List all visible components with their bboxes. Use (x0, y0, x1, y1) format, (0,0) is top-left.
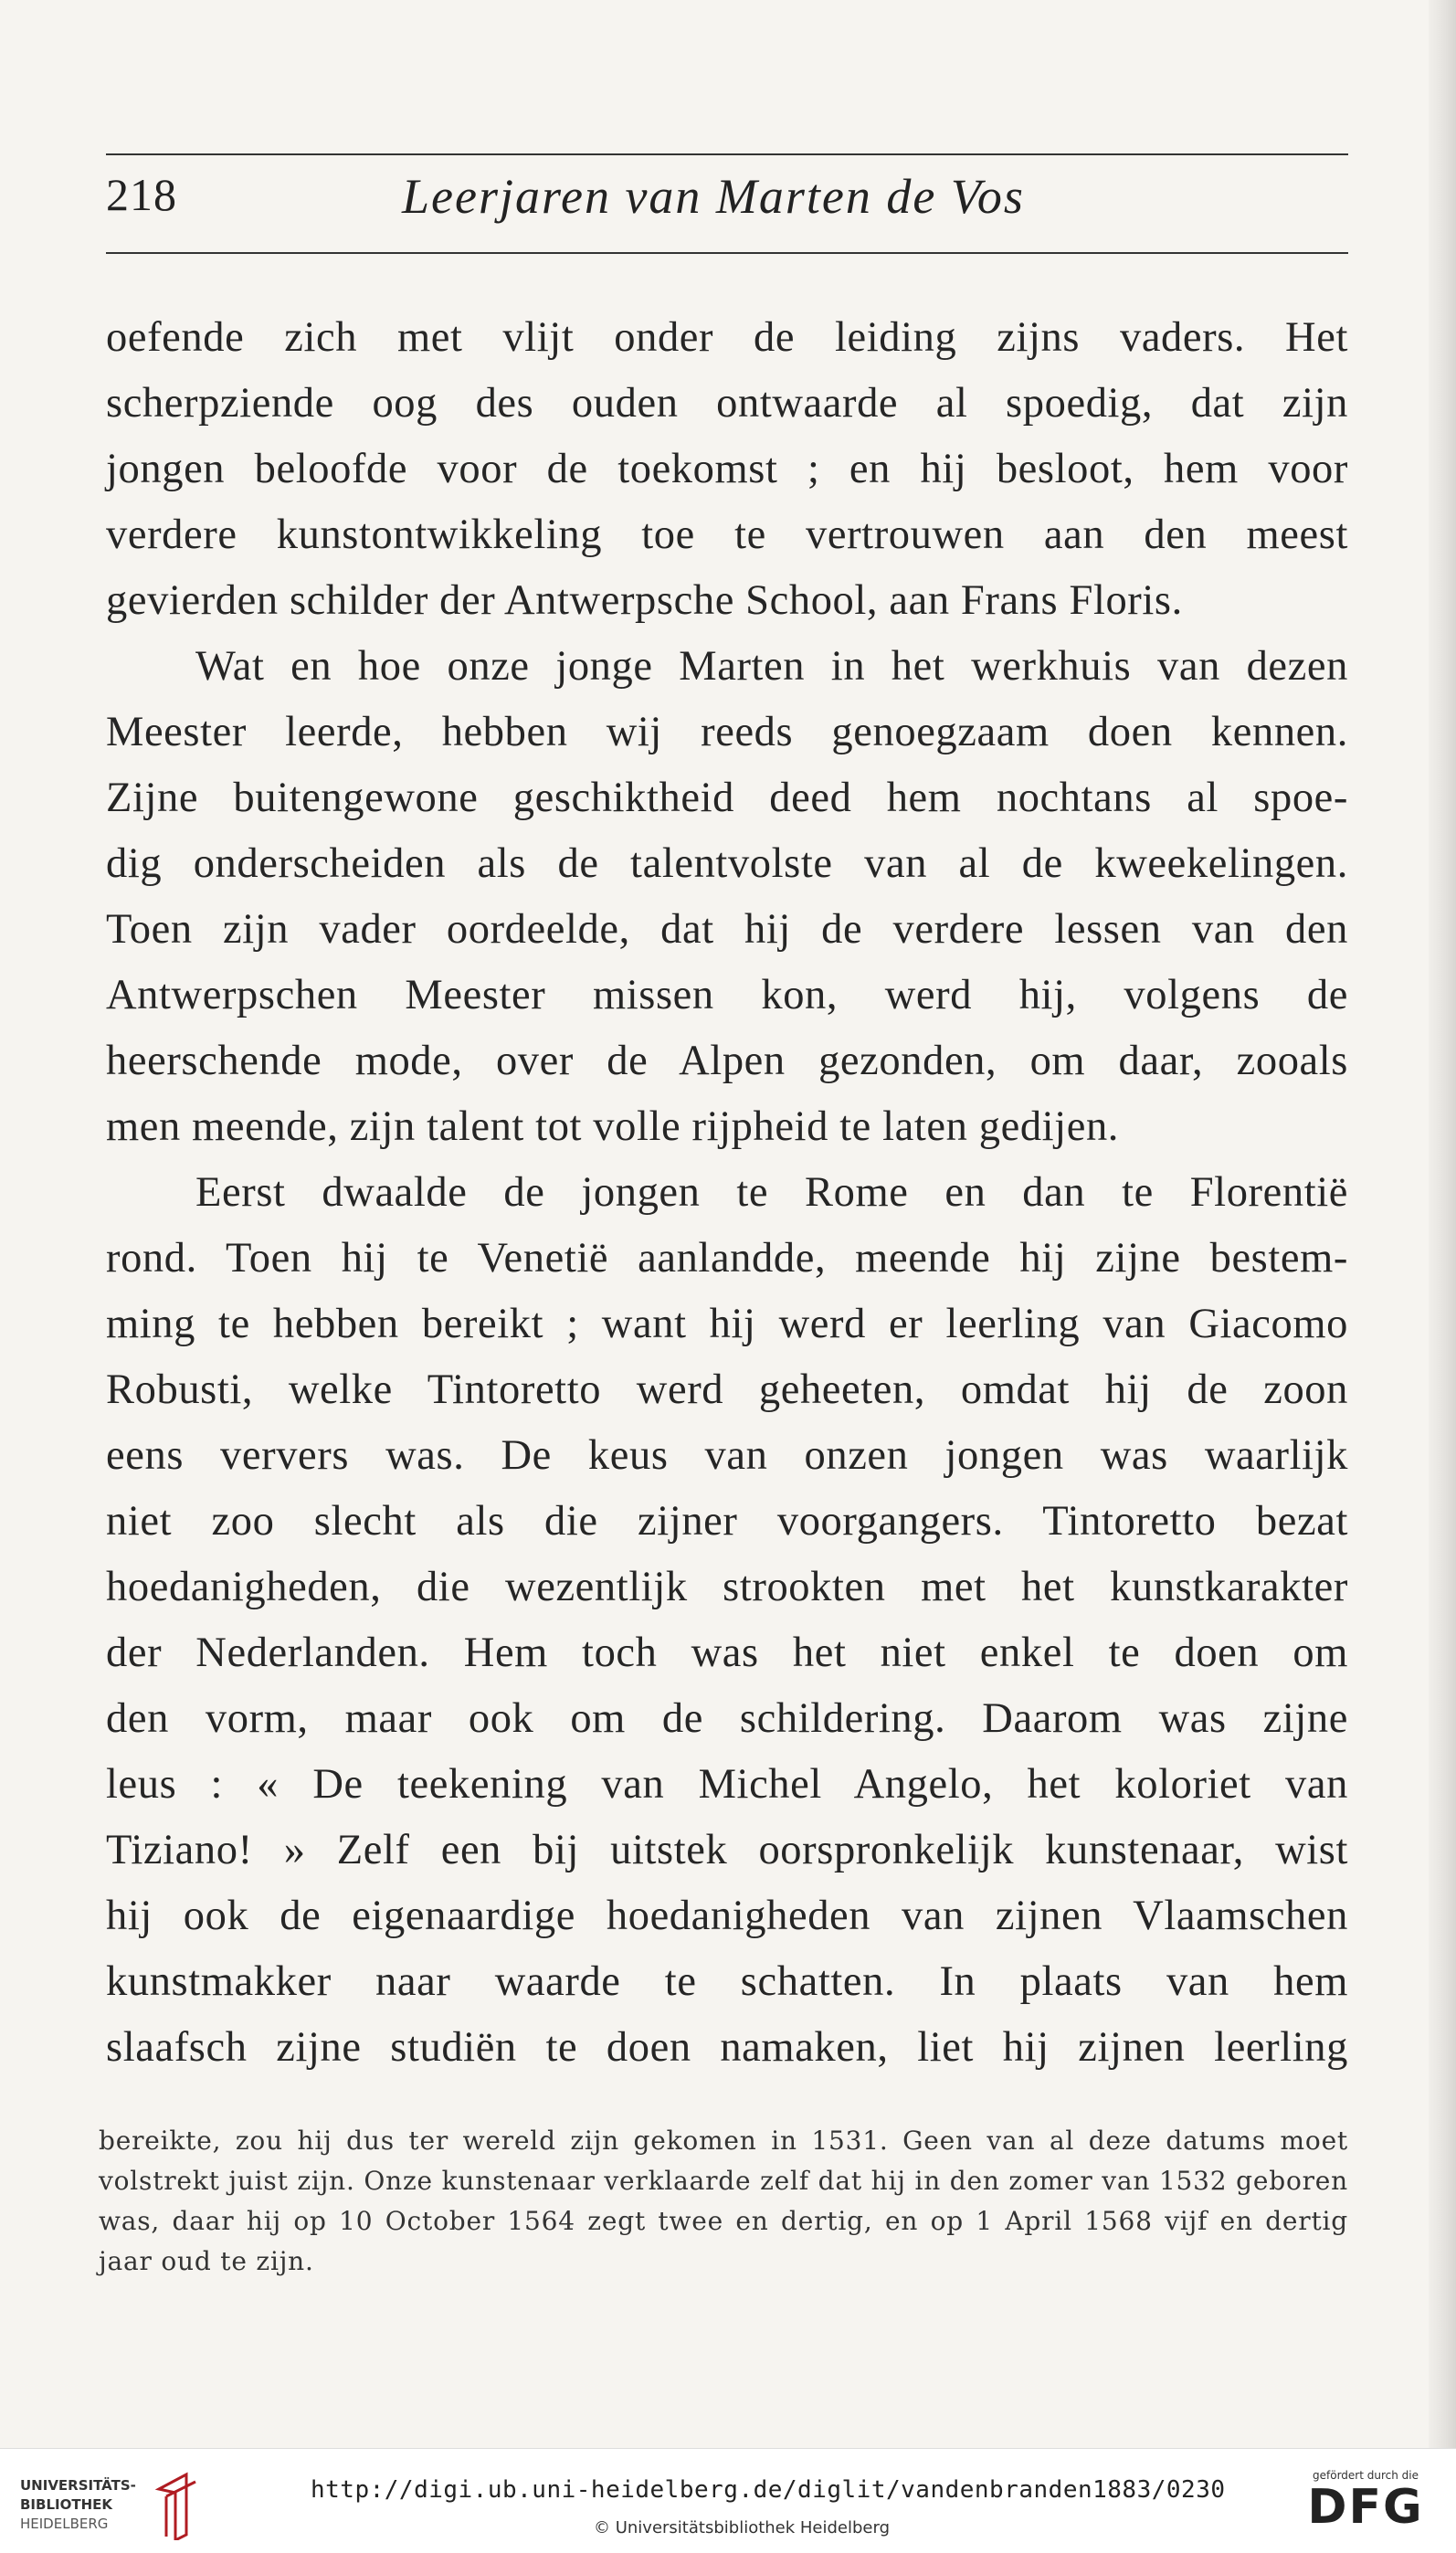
text-line: hoedanigheden, die wezentlijk strookten met het kunstkarakter (106, 1564, 1348, 1610)
text-line: den vorm, maar ook om de schildering. Daarom was zijne (106, 1695, 1348, 1742)
text-line: Robusti, welke Tintoretto werd geheeten, omdat hij de zoon (106, 1366, 1348, 1413)
library-name-line2: BIBLIOTHEK (20, 2496, 112, 2513)
text-line: scherpziende oog des ouden ontwaarde al spoedig, dat zijn (106, 380, 1348, 427)
text-line: der Nederlanden. Hem toch was het niet enkel te doen om (106, 1630, 1348, 1676)
text-line: niet zoo slecht als die zijner voorgangers. Tintoretto bezat (106, 1498, 1348, 1545)
library-logo[interactable] (20, 2476, 203, 2540)
page-number: 218 (106, 169, 177, 220)
library-name (20, 2476, 136, 2534)
dfg-logo[interactable] (1288, 2469, 1443, 2533)
text-line: Meester leerde, hebben wij reeds genoegzaam doen kennen. (106, 709, 1348, 755)
text-line: Wat en hoe onze jonge Marten in het werkhuis van dezen (195, 643, 1348, 690)
text-line: oefende zich met vlijt onder de leiding zijns vaders. Het (106, 314, 1348, 361)
body-text (106, 305, 1348, 2081)
running-head (106, 163, 1348, 245)
text-line: rond. Toen hij te Venetië aanlandde, meende hij zijne bestem- (106, 1235, 1348, 1282)
footer-bar (0, 2448, 1456, 2553)
running-title: Leerjaren van Marten de Vos (402, 169, 1025, 224)
footnote-line: was, daar hij op 10 October 1564 zegt twee en dertig, en op 1 April 1568 vijf en dertig (99, 2206, 1348, 2236)
text-line: Zijne buitengewone geschiktheid deed hem nochtans al spoe- (106, 775, 1348, 821)
text-line: Tiziano! » Zelf een bij uitstek oorspronkelijk kunstenaar, wist (106, 1827, 1348, 1873)
scan-edge-shadow (1429, 0, 1456, 2448)
text-line: men meende, zijn talent tot volle rijpheid te laten gedijen. (106, 1103, 1120, 1150)
footnote-line: bereikte, zou hij dus ter wereld zijn gekomen in 1531. Geen van al deze datums moet (99, 2126, 1348, 2156)
footnote-line: volstrekt juist zijn. Onze kunstenaar verklaarde zelf dat hij in den zomer van 1532 geboren (99, 2166, 1348, 2196)
document-url-link[interactable]: http://digi.ub.uni-heidelberg.de/diglit/vandenbranden1883/0230 (311, 2476, 1226, 2504)
text-line: ming te hebben bereikt ; want hij werd er leerling van Giacomo (106, 1301, 1348, 1347)
text-line: Antwerpschen Meester missen kon, werd hij, volgens de (106, 972, 1348, 1018)
dfg-logo-text: DFG (1307, 2480, 1424, 2535)
text-line: jongen beloofde voor de toekomst ; en hij besloot, hem voor (106, 446, 1348, 492)
text-line: heerschende mode, over de Alpen gezonden, om daar, zooals (106, 1038, 1348, 1084)
library-name-line1: UNIVERSITÄTS- (20, 2477, 136, 2494)
footnote-line: jaar oud te zijn. (99, 2246, 314, 2276)
text-line: dig onderscheiden als de talentvolste van al de kweekelingen. (106, 840, 1348, 887)
text-line: kunstmakker naar waarde te schatten. In plaats van hem (106, 1958, 1348, 2005)
copyright-notice: © Universitätsbibliothek Heidelberg (594, 2518, 891, 2537)
text-line: verdere kunstontwikkeling toe te vertrouwen aan den meest (106, 512, 1348, 558)
text-line: eens ververs was. De keus van onzen jongen was waarlijk (106, 1432, 1348, 1479)
text-line: Toen zijn vader oordeelde, dat hij de verdere lessen van den (106, 906, 1348, 953)
library-name-line3: HEIDELBERG (20, 2516, 109, 2532)
header-rule-bottom (106, 252, 1348, 254)
footnote (99, 2121, 1348, 2282)
text-line: leus : « De teekening van Michel Angelo, het koloriet van (106, 1761, 1348, 1808)
text-line: gevierden schilder der Antwerpsche School, aan Frans Floris. (106, 577, 1183, 624)
header-rule-top (106, 153, 1348, 155)
library-emblem-icon (150, 2471, 203, 2540)
text-line: slaafsch zijne studiën te doen namaken, liet hij zijnen leerling (106, 2024, 1348, 2071)
dfg-caption: gefördert durch die (1313, 2469, 1419, 2482)
text-line: hij ook de eigenaardige hoedanigheden van zijnen Vlaamschen (106, 1893, 1348, 1939)
text-line: Eerst dwaalde de jongen te Rome en dan te Florentië (195, 1169, 1348, 1216)
